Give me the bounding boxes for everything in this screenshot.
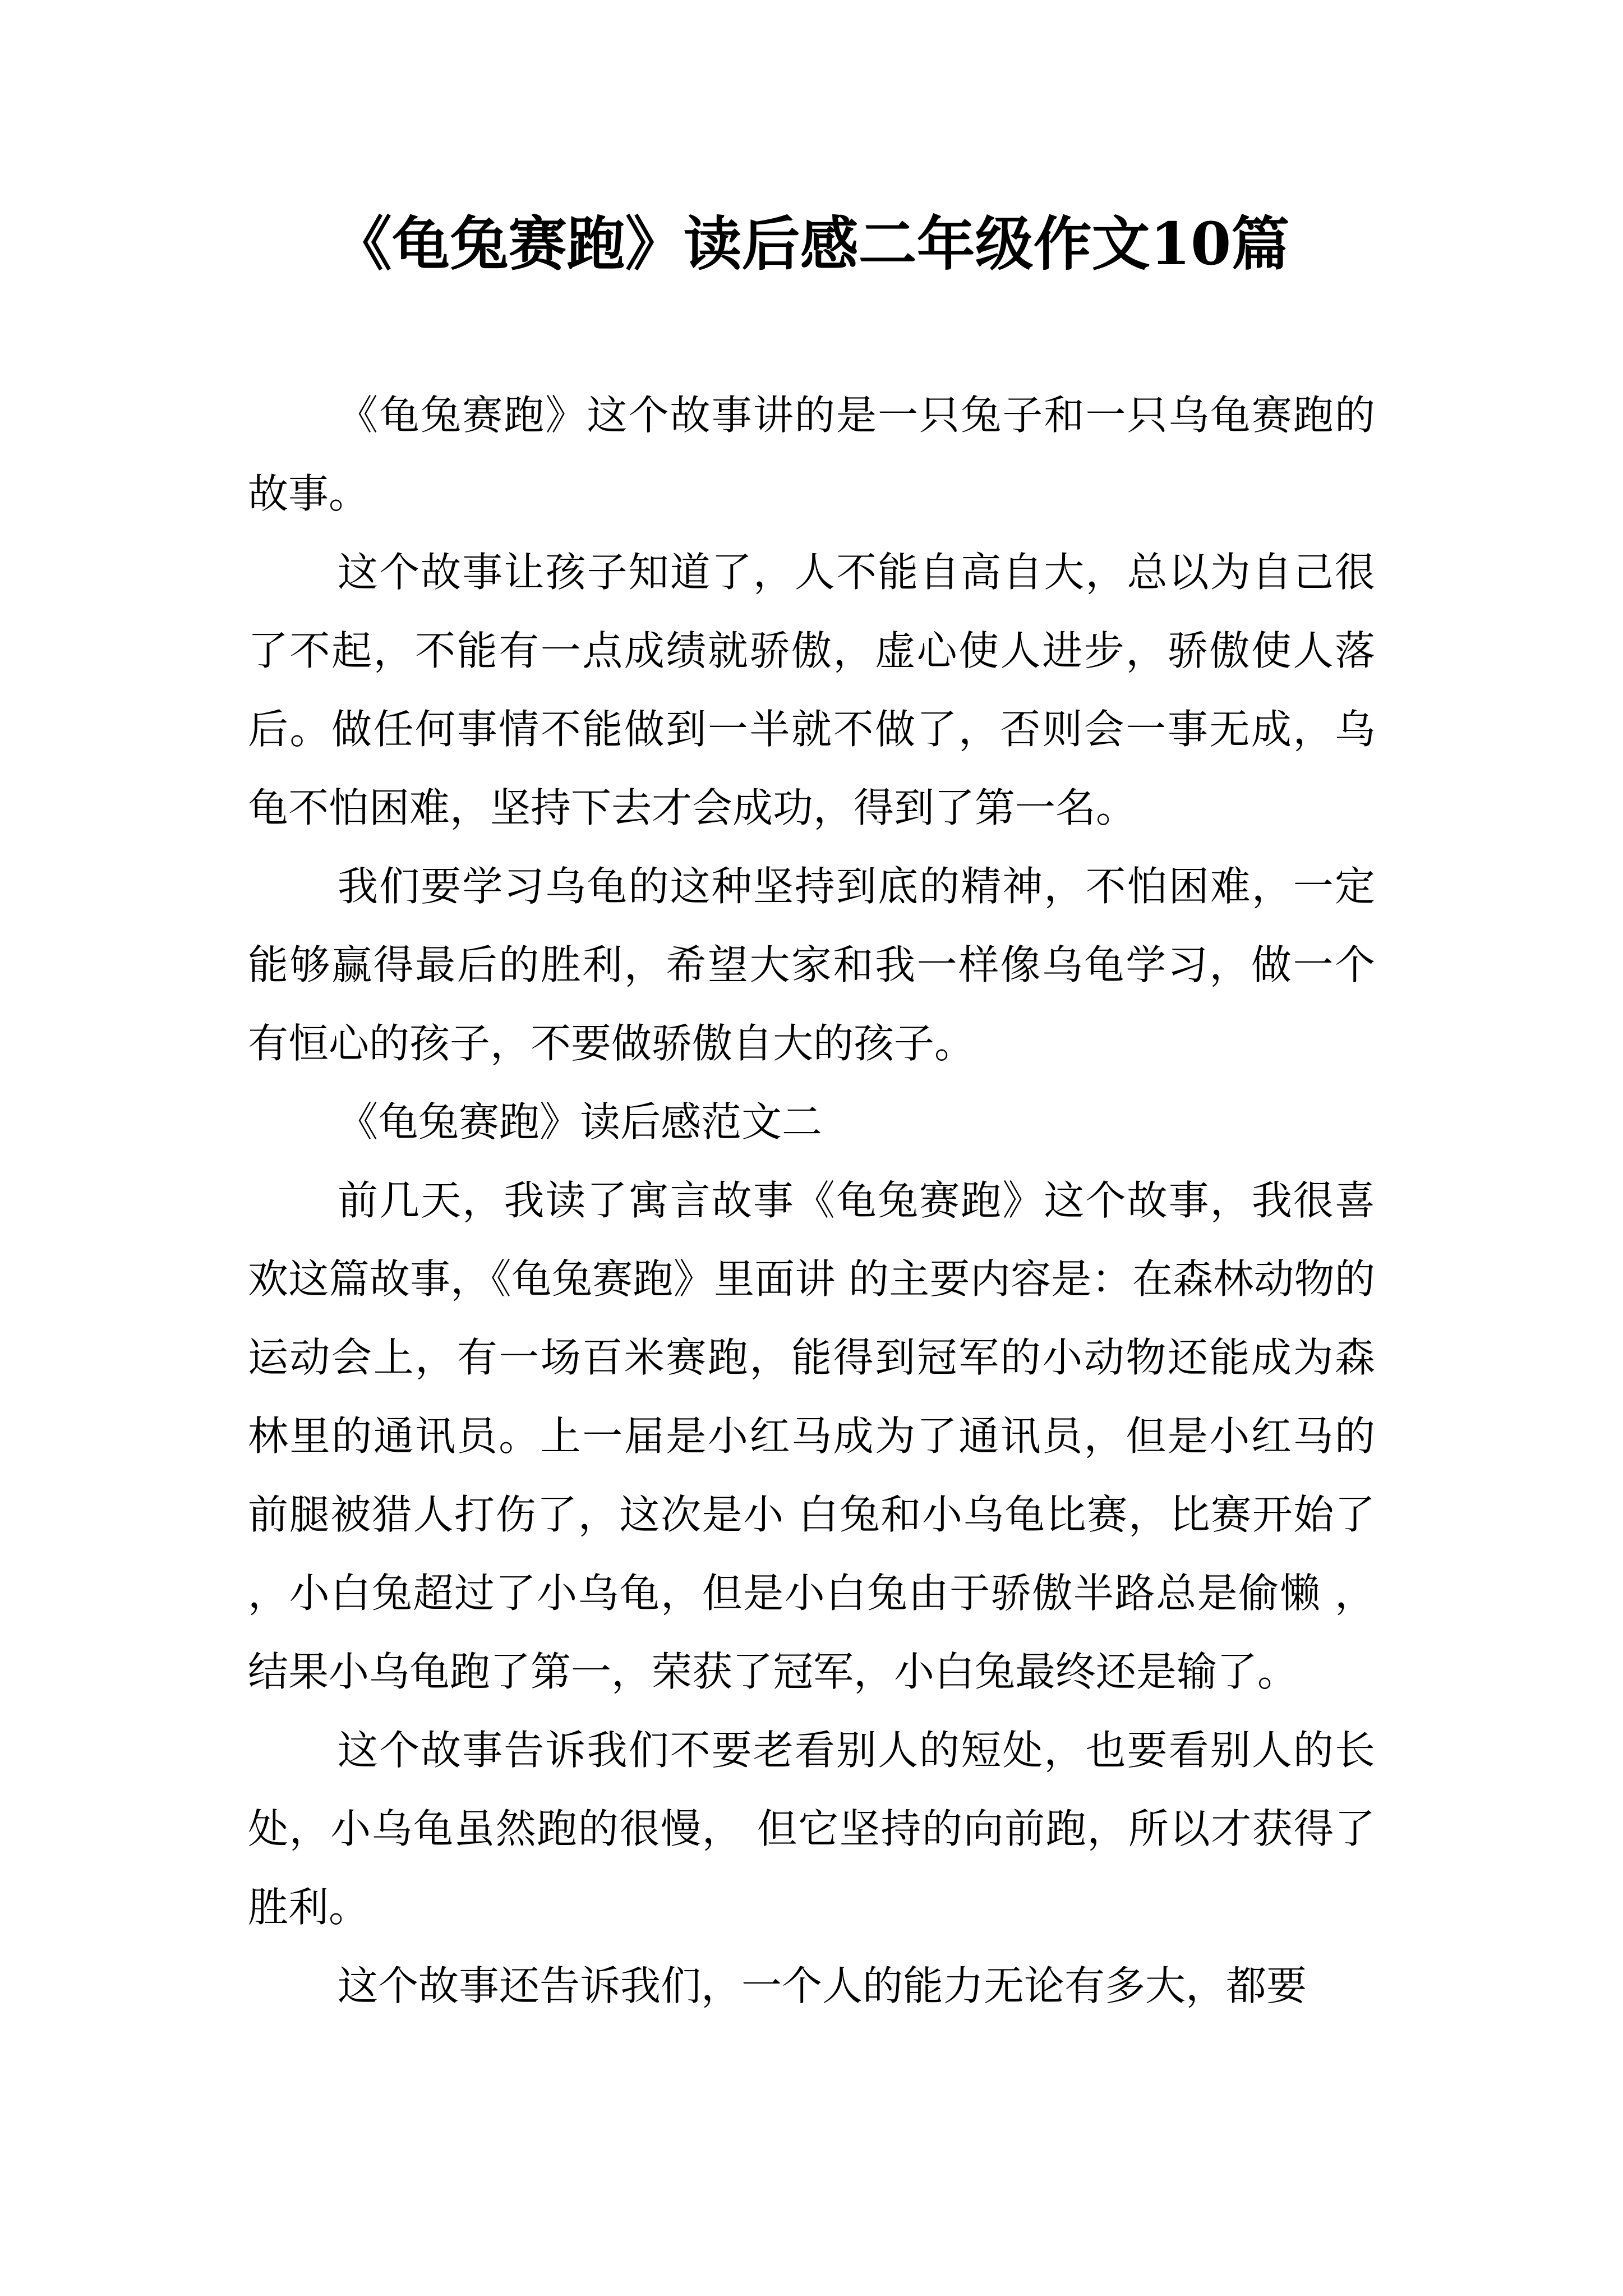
paragraph-learn-from-tortoise: 我们要学习乌龟的这种坚持到底的精神，不怕困难，一定能够赢得最后的胜利，希望大家和我一样像乌龟学习，做一个有恒心的孩子，不要做骄傲自大的孩子。 [248,863,1375,1067]
paragraph-story-moral: 这个故事告诉我们不要老看别人的短处，也要看别人的长处，小乌龟虽然跑的很慢， 但它坚持的向前跑，所以才获得了胜利。 [248,1727,1375,1931]
paragraph-intro: 《龟兔赛跑》这个故事讲的是一只兔子和一只乌龟赛跑的故事。 [248,392,1375,517]
document-body [248,376,1375,2025]
section-heading-sample-two: 《龟兔赛跑》读后感范文二 [338,1098,823,1145]
paragraph-continued: 这个故事还告诉我们，一个人的能力无论有多大，都要 [338,1962,1307,2009]
document-title: 《龟兔赛跑》读后感二年级作文10篇 [333,209,1290,278]
paragraph-lesson: 这个故事让孩子知道了，人不能自高自大，总以为自己很了不起，不能有一点成绩就骄傲，虚心使人进步，骄傲使人落后。做任何事情不能做到一半就不做了，否则会一事无成，乌龟不怕困难，坚持下去才会成功，得到了第一名。 [248,549,1375,831]
paragraph-story-summary: 前几天，我读了寓言故事《龟兔赛跑》这个故事，我很喜欢这篇故事，《龟兔赛跑》里面讲 的主要内容是：在森林动物的运动会上，有一场百米赛跑，能得到冠军的小动物还能成为森 林里的通讯员。上一届是小红马成为了通讯员，但是小红马的前腿被猎人打伤了，这次是小 白兔和小乌龟比赛，比赛开始了，小白兔超过了小乌龟，但是小白兔由于骄傲半路总是偷懒 ，结果小乌龟跑了第一，荣获了冠军，小白兔最终还是输了。 [248,1177,1375,1695]
